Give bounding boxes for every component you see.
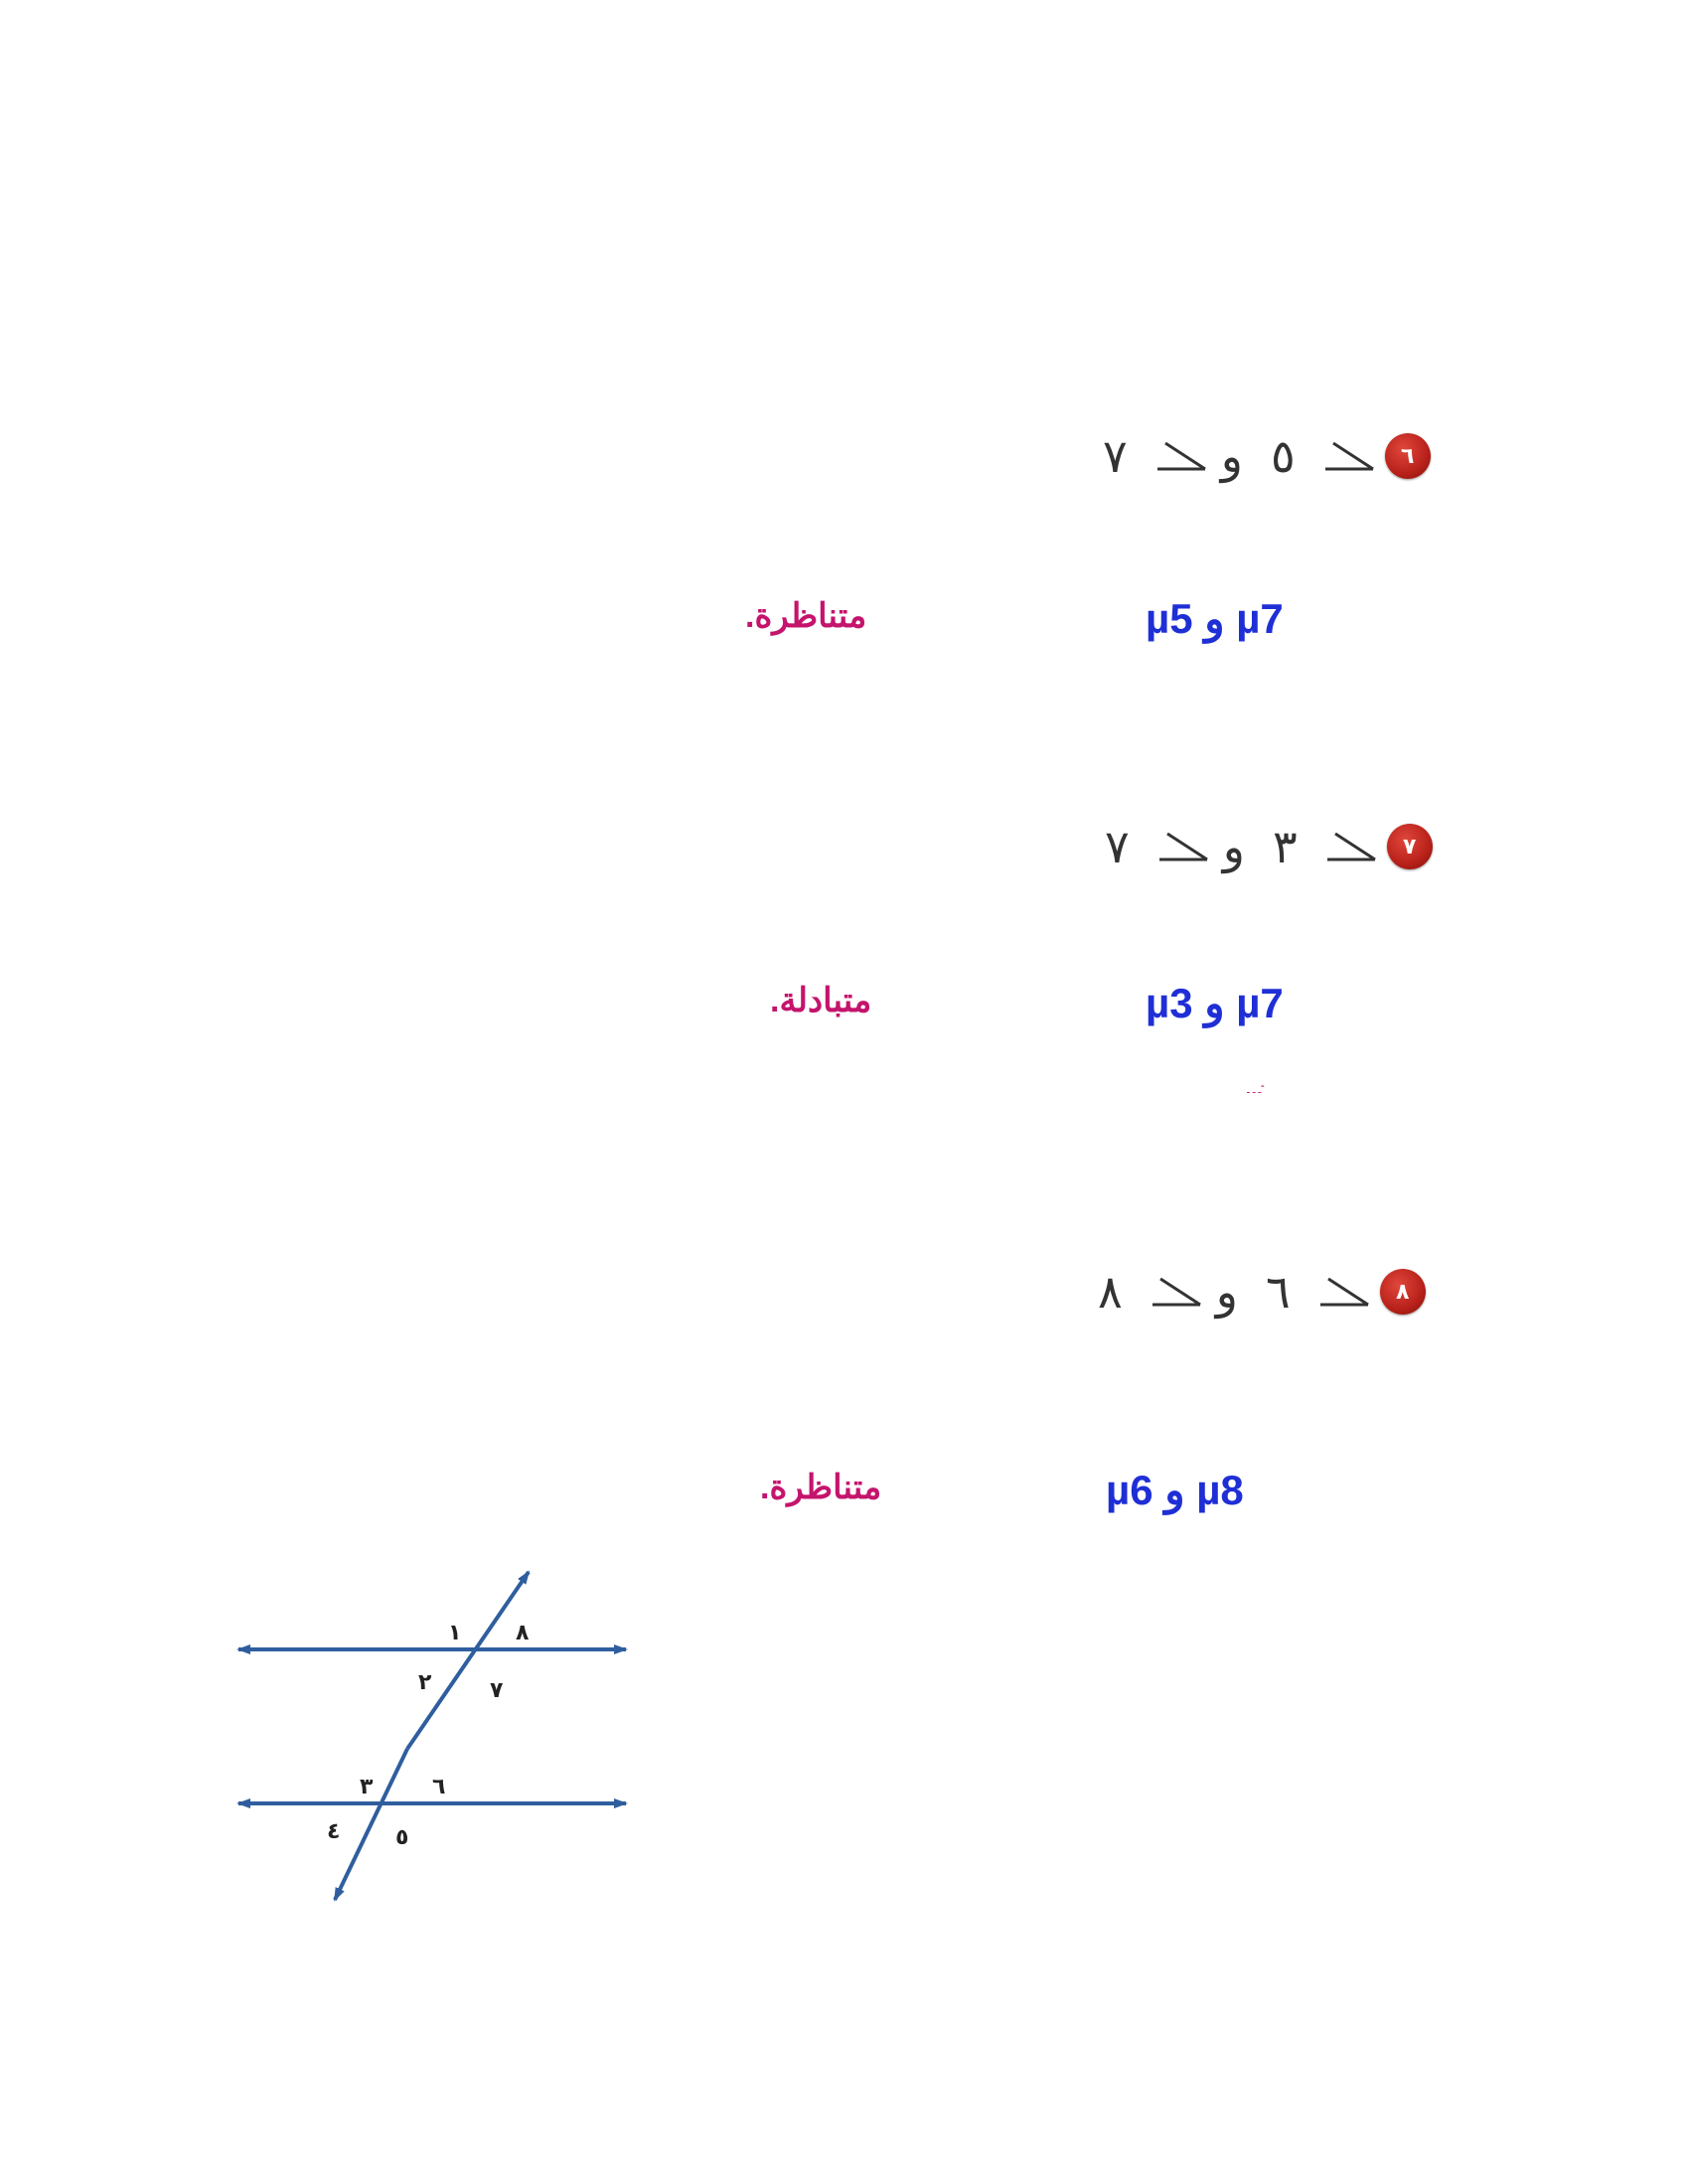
transversal-line-up	[407, 1572, 529, 1749]
question-7-number-badge: ٧	[1387, 824, 1433, 869]
question-6-expression	[1103, 429, 1375, 483]
question-7-answer-pair: µ3 و µ7	[1146, 980, 1284, 1026]
question-8-connector: و	[1215, 1265, 1238, 1319]
angle-symbol-icon	[1323, 439, 1375, 473]
question-7-angle-a: ٣	[1272, 820, 1298, 873]
angle-symbol-icon	[1325, 830, 1377, 863]
question-7-answer-type: متبادلة.	[770, 982, 872, 1019]
question-8-expression	[1098, 1265, 1370, 1319]
angle-symbol-icon	[1155, 439, 1207, 473]
transversal-line-down	[335, 1749, 407, 1900]
angle-label-2: ٢	[418, 1670, 432, 1695]
angle-label-5: ٥	[395, 1825, 409, 1850]
angle-symbol-icon	[1318, 1275, 1370, 1309]
angle-label-6: ٦	[432, 1775, 446, 1799]
question-7-connector: و	[1222, 820, 1245, 873]
question-6-connector: و	[1220, 429, 1243, 483]
angle-symbol-icon	[1157, 830, 1209, 863]
question-6-answer-pair: µ5 و µ7	[1146, 595, 1284, 642]
question-8-answer-type: متناظرة.	[760, 1469, 882, 1506]
angle-label-8: ٨	[516, 1621, 530, 1645]
stray-mark: ـ ـ ـ ً	[1247, 1085, 1265, 1096]
question-6-number-badge: ٦	[1385, 433, 1431, 479]
angle-label-3: ٣	[360, 1775, 374, 1799]
question-8-header	[1098, 1265, 1426, 1319]
question-6-angle-b: ٧	[1103, 429, 1128, 483]
question-7-angle-b: ٧	[1105, 820, 1130, 873]
question-6-angle-a: ٥	[1270, 429, 1296, 483]
parallel-lines-diagram	[224, 1550, 661, 1938]
question-7-expression	[1105, 820, 1377, 873]
angle-symbol-icon	[1151, 1275, 1202, 1309]
question-8-angle-b: ٨	[1098, 1265, 1123, 1319]
angle-label-4: ٤	[327, 1819, 341, 1844]
question-8-answer-pair: µ6 و µ8	[1106, 1467, 1244, 1513]
question-6-answer-type: متناظرة.	[745, 597, 867, 635]
question-8-angle-a: ٦	[1265, 1265, 1291, 1319]
angle-label-1: ١	[448, 1621, 462, 1645]
question-7-header	[1105, 820, 1433, 873]
question-6-header	[1103, 429, 1431, 483]
question-8-number-badge: ٨	[1380, 1269, 1426, 1315]
angle-label-7: ٧	[490, 1678, 504, 1703]
